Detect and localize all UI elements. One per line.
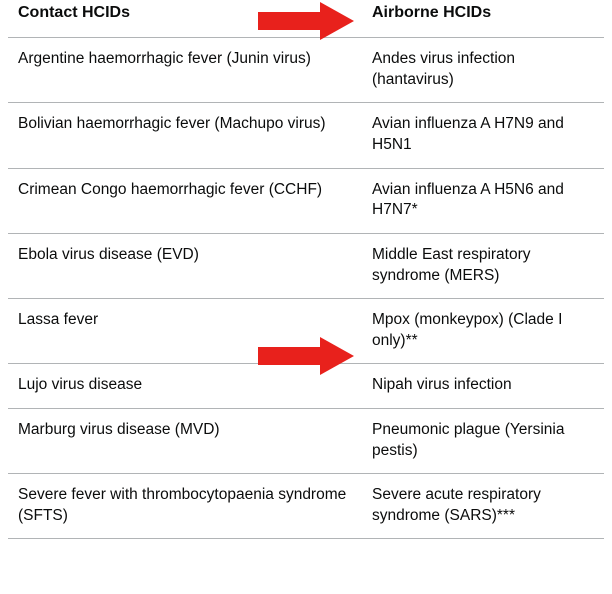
hcid-table (8, 0, 604, 539)
table-header (8, 0, 604, 38)
cell-airborne-hcid: Andes virus infection (hantavirus) (364, 38, 604, 103)
cell-airborne-hcid: Avian influenza A H7N9 and H5N1 (364, 103, 604, 168)
cell-airborne-hcid: Nipah virus infection (364, 364, 604, 409)
cell-contact-hcid: Lassa fever (8, 299, 364, 364)
table-row (8, 364, 604, 409)
cell-contact-hcid: Bolivian haemorrhagic fever (Machupo virus) (8, 103, 364, 168)
cell-contact-hcid: Crimean Congo haemorrhagic fever (CCHF) (8, 168, 364, 233)
table-row (8, 408, 604, 473)
table-row (8, 474, 604, 539)
column-header-airborne-hcids: Airborne HCIDs (364, 0, 604, 38)
cell-airborne-hcid: Severe acute respiratory syndrome (SARS)*** (364, 474, 604, 539)
table-row (8, 38, 604, 103)
cell-contact-hcid: Argentine haemorrhagic fever (Junin virus) (8, 38, 364, 103)
cell-airborne-hcid: Mpox (monkeypox) (Clade I only)** (364, 299, 604, 364)
cell-contact-hcid: Lujo virus disease (8, 364, 364, 409)
cell-contact-hcid: Marburg virus disease (MVD) (8, 408, 364, 473)
cell-airborne-hcid: Middle East respiratory syndrome (MERS) (364, 233, 604, 298)
table-row (8, 168, 604, 233)
table-row (8, 103, 604, 168)
cell-airborne-hcid: Avian influenza A H5N6 and H7N7* (364, 168, 604, 233)
table-row (8, 233, 604, 298)
table-body (8, 38, 604, 539)
column-header-contact-hcids: Contact HCIDs (8, 0, 364, 38)
cell-contact-hcid: Severe fever with thrombocytopaenia syndrome (SFTS) (8, 474, 364, 539)
table-row (8, 299, 604, 364)
cell-airborne-hcid: Pneumonic plague (Yersinia pestis) (364, 408, 604, 473)
cell-contact-hcid: Ebola virus disease (EVD) (8, 233, 364, 298)
table-header-row (8, 0, 604, 38)
